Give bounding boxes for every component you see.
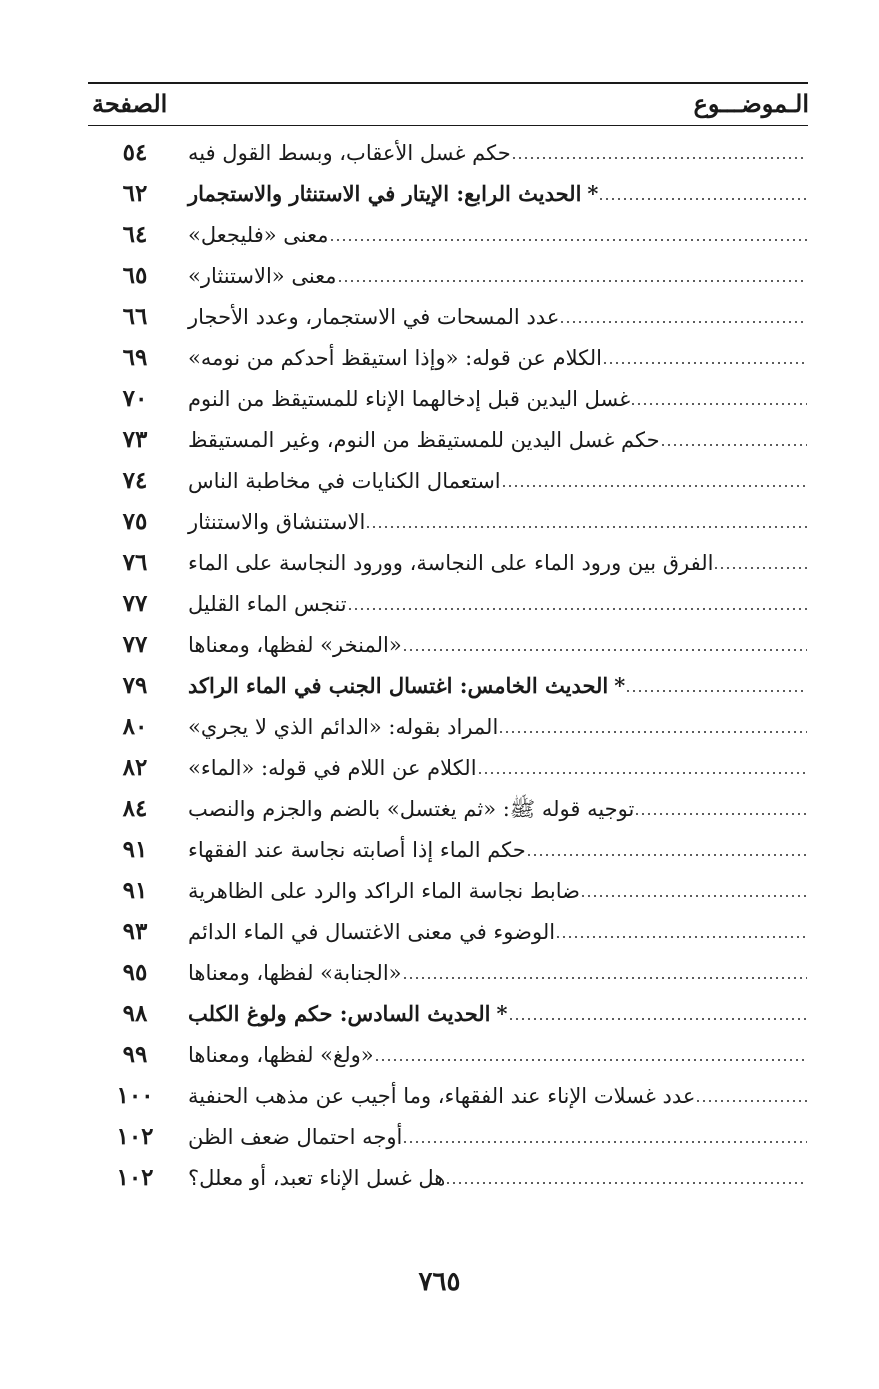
- toc-entry-line: [182, 870, 807, 912]
- toc-page-number: ٩٥: [122, 959, 148, 986]
- toc-row: [0, 419, 879, 461]
- toc-entry-line: [182, 1034, 807, 1076]
- toc-entry-title: [182, 501, 365, 543]
- dot-leader: [598, 197, 807, 201]
- dot-leader: [660, 443, 807, 447]
- toc-entry-line: [182, 542, 807, 584]
- dot-leader: [477, 771, 807, 775]
- dot-leader: [555, 935, 807, 939]
- toc-entry-line: [182, 214, 807, 256]
- top-thick-rule: [88, 82, 808, 84]
- toc-row: [0, 624, 879, 666]
- toc-entry-line: [182, 173, 807, 215]
- toc-page-number: ٩١: [122, 836, 148, 863]
- toc-entry-text: «ولغ» لفظها، ومعناها: [188, 1043, 374, 1067]
- toc-entry-text: الاستنشاق والاستنثار: [188, 510, 366, 534]
- toc-entry-title: [182, 1075, 695, 1117]
- toc-entry-text: أوجه احتمال ضعف الظن: [188, 1125, 403, 1149]
- toc-page-number: ٧٦: [122, 549, 148, 576]
- toc-entry-title: [182, 1157, 445, 1199]
- toc-entry-title: [182, 419, 660, 461]
- toc-entry-title: [182, 214, 329, 256]
- toc-entry-line: [182, 788, 807, 830]
- toc-entry-text: توجيه قوله ﷺ: «ثم يغتسل» بالضم والجزم والنصب: [188, 797, 635, 821]
- toc-page-number: ٩٣: [122, 918, 148, 945]
- dot-leader: [402, 976, 807, 980]
- dot-leader: [625, 689, 807, 693]
- page-number: ٧٦٥: [418, 1267, 461, 1297]
- toc-entry-title: [182, 952, 402, 994]
- toc-entry-line: [182, 1075, 807, 1117]
- toc-entry-text: حكم غسل الأعقاب، وبسط القول فيه: [188, 141, 511, 165]
- toc-entry-title: [182, 993, 508, 1035]
- toc-entry-text: عدد المسحات في الاستجمار، وعدد الأحجار: [188, 305, 560, 329]
- toc-page-number: ٦٢: [122, 180, 148, 207]
- toc-row: [0, 1034, 879, 1076]
- toc-entry-line: [182, 1116, 807, 1158]
- toc-entry-title: [182, 870, 580, 912]
- toc-entry-line: [182, 132, 807, 174]
- dot-leader: [498, 730, 807, 734]
- toc-entry-title: [182, 624, 402, 666]
- toc-page-number: ٦٩: [122, 344, 148, 371]
- toc-heading-row: [0, 173, 879, 215]
- toc-entry-line: [182, 1157, 807, 1199]
- toc-row: [0, 583, 879, 625]
- toc-page-number: ٨٠: [122, 713, 148, 740]
- toc-page-number: ٨٤: [122, 795, 148, 822]
- dot-leader: [713, 566, 807, 570]
- toc-entry-title: [182, 542, 713, 584]
- toc-entry-text: الحديث الرابع: الإيتار في الاستنثار والاستجمار: [188, 181, 582, 206]
- toc-entry-title: [182, 255, 337, 297]
- toc-page-number: ١٠٢: [116, 1123, 154, 1150]
- dot-leader: [526, 853, 807, 857]
- toc-page-number: ٩١: [122, 877, 148, 904]
- toc-row: [0, 132, 879, 174]
- toc-entry-title: [182, 747, 477, 789]
- dot-leader: [365, 525, 807, 529]
- toc-row: [0, 952, 879, 994]
- heading-marker: *: [496, 1001, 508, 1026]
- toc-entry-text: الحديث الخامس: اغتسال الجنب في الماء الراكد: [188, 673, 609, 698]
- toc-heading-row: [0, 665, 879, 707]
- toc-entry-line: [182, 583, 807, 625]
- toc-entry-title: [182, 337, 602, 379]
- toc-entry-line: [182, 378, 807, 420]
- toc-page-number: ٦٤: [122, 221, 148, 248]
- toc-entry-text: هل غسل الإناء تعبد، أو معلل؟: [188, 1166, 446, 1190]
- dot-leader: [630, 402, 807, 406]
- toc-row: [0, 1157, 879, 1199]
- toc-page-number: ٧٧: [122, 590, 148, 617]
- toc-row: [0, 296, 879, 338]
- toc-entry-text: حكم الماء إذا أصابته نجاسة عند الفقهاء: [188, 838, 526, 862]
- toc-entry-title: [182, 911, 555, 953]
- toc-entry-text: معنى «الاستنثار»: [188, 264, 337, 288]
- dot-leader: [602, 361, 807, 365]
- toc-row: [0, 706, 879, 748]
- toc-entry-title: [182, 788, 634, 830]
- toc-entry-line: [182, 255, 807, 297]
- toc-row: [0, 378, 879, 420]
- dot-leader: [634, 812, 807, 816]
- topic-column-header: الـموضـــوع: [693, 89, 809, 118]
- toc-page-number: ٧٣: [122, 426, 148, 453]
- toc-page-number: ٧٩: [122, 672, 148, 699]
- heading-marker: *: [587, 181, 599, 206]
- toc-entry-line: [182, 952, 807, 994]
- toc-page-number: ٧٠: [122, 385, 148, 412]
- page-column-header: الصفحة: [92, 89, 168, 118]
- toc-entry-title: [182, 1034, 374, 1076]
- toc-entry-line: [182, 829, 807, 871]
- heading-marker: *: [614, 673, 626, 698]
- toc-row: [0, 1116, 879, 1158]
- dot-leader: [347, 607, 807, 611]
- toc-page-number: ١٠٢: [116, 1164, 154, 1191]
- toc-page-number: ٨٢: [122, 754, 148, 781]
- dot-leader: [695, 1099, 807, 1103]
- toc-entry-title: [182, 378, 630, 420]
- toc-entry-text: الحديث السادس: حكم ولوغ الكلب: [188, 1001, 491, 1026]
- dot-leader: [580, 894, 807, 898]
- toc-row: [0, 870, 879, 912]
- toc-entry-text: حكم غسل اليدين للمستيقظ من النوم، وغير المستيقظ: [188, 428, 660, 452]
- toc-entry-title: [182, 460, 501, 502]
- toc-page-number: ٧٤: [122, 467, 148, 494]
- dot-leader: [501, 484, 807, 488]
- toc-entry-line: [182, 419, 807, 461]
- toc-entry-line: [182, 706, 807, 748]
- toc-entry-line: [182, 665, 807, 707]
- toc-entry-text: الوضوء في معنى الاغتسال في الماء الدائم: [188, 920, 556, 944]
- toc-entry-text: الكلام عن قوله: «وإذا استيقظ أحدكم من نومه»: [188, 346, 602, 370]
- toc-entry-text: استعمال الكنايات في مخاطبة الناس: [188, 469, 501, 493]
- toc-entry-line: [182, 337, 807, 379]
- toc-entry-text: عدد غسلات الإناء عند الفقهاء، وما أجيب عن مذهب الحنفية: [188, 1084, 696, 1108]
- toc-page-number: ٦٦: [122, 303, 148, 330]
- toc-heading-row: [0, 993, 879, 1035]
- toc-row: [0, 501, 879, 543]
- toc-entry-text: الفرق بين ورود الماء على النجاسة، وورود النجاسة على الماء: [188, 551, 714, 575]
- toc-page-number: ٧٥: [122, 508, 148, 535]
- toc-entry-title: [182, 173, 598, 215]
- dot-leader: [329, 238, 807, 242]
- toc-entry-line: [182, 296, 807, 338]
- toc-row: [0, 911, 879, 953]
- toc-page-number: ٩٩: [122, 1041, 148, 1068]
- toc-row: [0, 542, 879, 584]
- dot-leader: [337, 279, 807, 283]
- toc-entry-title: [182, 1116, 402, 1158]
- toc-page-number: ٦٥: [122, 262, 148, 289]
- dot-leader: [559, 320, 807, 324]
- toc-entry-text: «المنخر» لفظها، ومعناها: [188, 633, 402, 657]
- toc-row: [0, 1075, 879, 1117]
- toc-entry-title: [182, 665, 625, 707]
- toc-entry-line: [182, 624, 807, 666]
- toc-entry-line: [182, 501, 807, 543]
- toc-entry-text: المراد بقوله: «الدائم الذي لا يجري»: [188, 715, 499, 739]
- toc-entry-line: [182, 747, 807, 789]
- toc-entry-text: الكلام عن اللام في قوله: «الماء»: [188, 756, 477, 780]
- toc-entry-title: [182, 706, 498, 748]
- toc-entry-title: [182, 829, 526, 871]
- toc-row: [0, 747, 879, 789]
- toc-entry-text: غسل اليدين قبل إدخالهما الإناء للمستيقظ من النوم: [188, 387, 631, 411]
- toc-page-number: ٧٧: [122, 631, 148, 658]
- dot-leader: [511, 156, 807, 160]
- toc-entry-line: [182, 911, 807, 953]
- toc-entry-title: [182, 132, 511, 174]
- toc-row: [0, 337, 879, 379]
- toc-page-number: ٥٤: [122, 139, 148, 166]
- dot-leader: [374, 1058, 807, 1062]
- header-divider: [88, 125, 808, 126]
- toc-row: [0, 788, 879, 830]
- toc-page-number: ٩٨: [122, 1000, 148, 1027]
- toc-entry-title: [182, 583, 347, 625]
- toc-row: [0, 255, 879, 297]
- toc-entry-title: [182, 296, 559, 338]
- toc-page-number: ١٠٠: [116, 1082, 154, 1109]
- toc-row: [0, 829, 879, 871]
- dot-leader: [445, 1181, 807, 1185]
- toc-entry-line: [182, 460, 807, 502]
- dot-leader: [508, 1017, 808, 1021]
- toc-entry-text: ضابط نجاسة الماء الراكد والرد على الظاهرية: [188, 879, 580, 903]
- toc-row: [0, 460, 879, 502]
- toc-entry-text: تنجس الماء القليل: [188, 592, 347, 616]
- toc-entry-line: [182, 993, 807, 1035]
- toc-entry-text: معنى «فليجعل»: [188, 223, 329, 247]
- toc-row: [0, 214, 879, 256]
- dot-leader: [402, 1140, 807, 1144]
- toc-entry-text: «الجنابة» لفظها، ومعناها: [188, 961, 402, 985]
- dot-leader: [402, 648, 807, 652]
